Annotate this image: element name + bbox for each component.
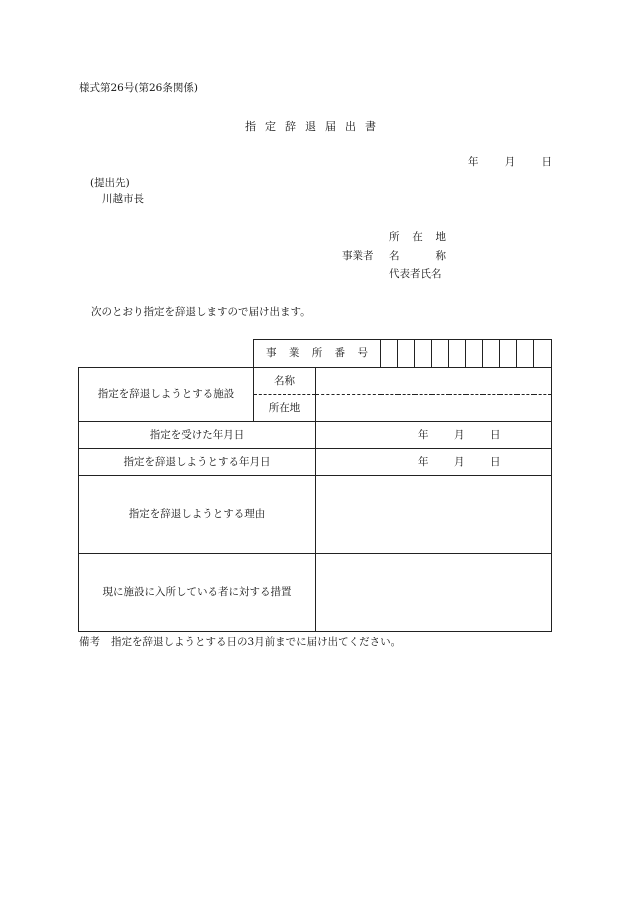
office-number-digit[interactable]	[483, 340, 500, 368]
form-number: 様式第26号(第26条関係)	[79, 82, 198, 94]
recipient-label: (提出先)	[90, 177, 130, 189]
office-number-digit[interactable]	[500, 340, 517, 368]
received-date-row	[79, 422, 552, 449]
office-number-label: 事 業 所 番 号	[254, 340, 381, 368]
facility-address-label: 所在地	[254, 395, 316, 422]
day-label: 日	[541, 156, 552, 168]
submission-date	[468, 157, 552, 168]
business-name-label: 名 称	[389, 250, 446, 262]
office-number-digit[interactable]	[517, 340, 534, 368]
statement-text: 次のとおり指定を辞退しますので届け出ます。	[91, 306, 311, 318]
office-number-digit[interactable]	[534, 340, 552, 368]
office-number-digit[interactable]	[449, 340, 466, 368]
measures-label: 現に施設に入所している者に対する措置	[79, 554, 316, 632]
remarks-text: 指定を辞退しようとする日の3月前までに届け出てください。	[111, 636, 402, 648]
office-number-digit[interactable]	[466, 340, 483, 368]
recipient-name: 川越市長	[102, 193, 144, 205]
representative-name-label: 代表者氏名	[389, 268, 442, 280]
reason-row	[79, 476, 552, 554]
office-number-row	[79, 340, 552, 368]
office-number-digit[interactable]	[415, 340, 432, 368]
withdrawal-form-table	[78, 339, 552, 632]
facility-name-label: 名称	[254, 368, 316, 395]
facility-name-field[interactable]	[316, 368, 552, 395]
business-label: 事業者	[342, 250, 374, 262]
month-label: 月	[504, 156, 516, 168]
withdraw-date-row	[79, 449, 552, 476]
business-address-label: 所 在 地	[389, 231, 446, 243]
remarks-label: 備考	[79, 636, 100, 648]
facility-address-field[interactable]	[316, 395, 552, 422]
withdraw-date-field[interactable]: 年 月 日	[316, 449, 552, 476]
facility-label: 指定を辞退しようとする施設	[79, 368, 254, 422]
remarks	[79, 637, 401, 648]
office-number-digit[interactable]	[398, 340, 415, 368]
measures-field[interactable]	[316, 554, 552, 632]
received-date-field[interactable]: 年 月 日	[316, 422, 552, 449]
measures-row	[79, 554, 552, 632]
reason-field[interactable]	[316, 476, 552, 554]
facility-name-row	[79, 368, 552, 395]
office-number-digit[interactable]	[432, 340, 449, 368]
withdraw-date-label: 指定を辞退しようとする年月日	[79, 449, 316, 476]
office-number-digit[interactable]	[381, 340, 398, 368]
year-label: 年	[468, 156, 479, 168]
reason-label: 指定を辞退しようとする理由	[79, 476, 316, 554]
received-date-label: 指定を受けた年月日	[79, 422, 316, 449]
document-title: 指定辞退届出書	[245, 120, 385, 133]
